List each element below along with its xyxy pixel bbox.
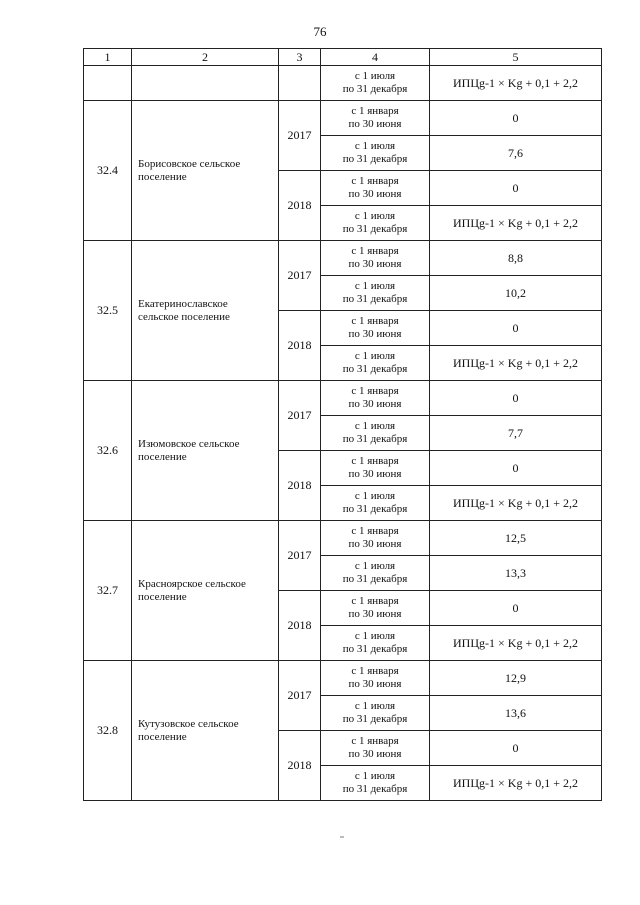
- year-cell: 2018: [279, 171, 321, 241]
- value-cell: 12,5: [430, 521, 602, 556]
- table-body: [84, 49, 602, 801]
- table-row: [84, 381, 602, 416]
- empty-cell: [84, 66, 132, 101]
- period-end: по 31 декабря: [342, 293, 408, 305]
- value-cell: 8,8: [430, 241, 602, 276]
- period-cell: [321, 311, 430, 346]
- period-start: с 1 января: [351, 315, 399, 327]
- settlement-name-line: Борисовское сельское: [138, 157, 241, 170]
- period-start: с 1 июля: [354, 350, 396, 362]
- value-cell: ИПЦg-1 × Kg + 0,1 + 2,2: [430, 626, 602, 661]
- settlement-name-line: Изюмовское сельское: [138, 437, 240, 450]
- period-end: по 30 июня: [348, 258, 402, 270]
- value-cell: ИПЦg-1 × Kg + 0,1 + 2,2: [430, 766, 602, 801]
- period-start: с 1 января: [351, 665, 399, 677]
- period-end: по 31 декабря: [342, 643, 408, 655]
- year-cell: 2018: [279, 591, 321, 661]
- item-number: 32.6: [84, 381, 132, 521]
- period-end: по 30 июня: [348, 328, 402, 340]
- period-start: с 1 января: [351, 735, 399, 747]
- value-cell: ИПЦg-1 × Kg + 0,1 + 2,2: [430, 486, 602, 521]
- period-start: с 1 января: [351, 595, 399, 607]
- period-end: по 30 июня: [348, 748, 402, 760]
- period-start: с 1 января: [351, 455, 399, 467]
- empty-cell: [132, 66, 279, 101]
- value-cell: ИПЦg-1 × Kg + 0,1 + 2,2: [430, 346, 602, 381]
- period-end: по 31 декабря: [342, 503, 408, 515]
- period-start: с 1 января: [351, 175, 399, 187]
- settlement-name-line: поселение: [138, 450, 187, 463]
- value-cell: 0: [430, 731, 602, 766]
- column-header: 1: [84, 49, 132, 66]
- year-cell: 2017: [279, 381, 321, 451]
- settlement-name-line: сельское поселение: [138, 310, 230, 323]
- period-end: по 31 декабря: [342, 153, 408, 165]
- period-start: с 1 января: [351, 385, 399, 397]
- period-start: с 1 июля: [354, 630, 396, 642]
- year-cell: 2017: [279, 521, 321, 591]
- period-end: по 31 декабря: [342, 433, 408, 445]
- period-end: по 30 июня: [348, 398, 402, 410]
- period-end: по 30 июня: [348, 678, 402, 690]
- period-start: с 1 июля: [354, 700, 396, 712]
- period-cell: [321, 451, 430, 486]
- period-end: по 31 декабря: [342, 223, 408, 235]
- settlement-name: [132, 241, 279, 381]
- period-cell: [321, 381, 430, 416]
- period-cell: [321, 626, 430, 661]
- period-cell: [321, 731, 430, 766]
- period-cell: [321, 276, 430, 311]
- period-start: с 1 января: [351, 525, 399, 537]
- year-cell: 2017: [279, 101, 321, 171]
- year-cell: 2017: [279, 661, 321, 731]
- column-header: 2: [132, 49, 279, 66]
- period-start: с 1 июля: [354, 210, 396, 222]
- settlement-name-line: Кутузовское сельское: [138, 717, 239, 730]
- period-end: по 31 декабря: [342, 363, 408, 375]
- period-end: по 30 июня: [348, 118, 402, 130]
- period-end: по 30 июня: [348, 188, 402, 200]
- value-cell: 0: [430, 311, 602, 346]
- period-start: с 1 января: [351, 245, 399, 257]
- value-cell: 12,9: [430, 661, 602, 696]
- period-cell: [321, 136, 430, 171]
- period-end: по 31 декабря: [342, 573, 408, 585]
- header-row: [84, 49, 602, 66]
- period-end: по 30 июня: [348, 538, 402, 550]
- table-row: [84, 521, 602, 556]
- settlement-name-line: поселение: [138, 170, 187, 183]
- period-cell: [321, 556, 430, 591]
- period-end: по 30 июня: [348, 468, 402, 480]
- value-cell: 7,6: [430, 136, 602, 171]
- period-cell: [321, 241, 430, 276]
- table-row: [84, 661, 602, 696]
- year-cell: 2017: [279, 241, 321, 311]
- period-end: по 31 декабря: [342, 783, 408, 795]
- value-cell: ИПЦg-1 × Kg + 0,1 + 2,2: [430, 206, 602, 241]
- value-cell: 0: [430, 171, 602, 206]
- value-cell: 13,3: [430, 556, 602, 591]
- period-cell: [321, 766, 430, 801]
- period-cell: [321, 346, 430, 381]
- table-row: [84, 241, 602, 276]
- settlement-name: [132, 101, 279, 241]
- column-header: 5: [430, 49, 602, 66]
- value-cell: 0: [430, 101, 602, 136]
- item-number: 32.5: [84, 241, 132, 381]
- empty-cell: [279, 66, 321, 101]
- period-end: по 30 июня: [348, 608, 402, 620]
- period-cell: [321, 696, 430, 731]
- page-number: 76: [313, 24, 327, 39]
- scan-speck: [340, 836, 344, 838]
- table-row: [84, 101, 602, 136]
- period-start: с 1 июля: [354, 70, 396, 82]
- year-cell: 2018: [279, 451, 321, 521]
- value-cell: 0: [430, 591, 602, 626]
- item-number: 32.7: [84, 521, 132, 661]
- year-cell: 2018: [279, 731, 321, 801]
- settlement-name: [132, 661, 279, 801]
- item-number: 32.4: [84, 101, 132, 241]
- period-cell: [321, 416, 430, 451]
- period-cell: [321, 591, 430, 626]
- period-start: с 1 июля: [354, 140, 396, 152]
- period-start: с 1 июля: [354, 420, 396, 432]
- period-cell: [321, 661, 430, 696]
- item-number: 32.8: [84, 661, 132, 801]
- value-cell: 7,7: [430, 416, 602, 451]
- settlement-name-line: поселение: [138, 590, 187, 603]
- value-cell: 0: [430, 381, 602, 416]
- settlement-name-line: поселение: [138, 730, 187, 743]
- column-header: 4: [321, 49, 430, 66]
- value-cell: ИПЦg-1 × Kg + 0,1 + 2,2: [430, 66, 602, 101]
- period-cell: [321, 521, 430, 556]
- settlement-name: [132, 381, 279, 521]
- period-end: по 31 декабря: [342, 83, 408, 95]
- period-start: с 1 июля: [354, 770, 396, 782]
- period-start: с 1 июля: [354, 490, 396, 502]
- column-header: 3: [279, 49, 321, 66]
- year-cell: 2018: [279, 311, 321, 381]
- period-end: по 31 декабря: [342, 713, 408, 725]
- settlement-name-line: Екатеринославское: [138, 297, 228, 310]
- settlement-name-line: Красноярское сельское: [138, 577, 246, 590]
- period-cell: [321, 206, 430, 241]
- period-cell: [321, 101, 430, 136]
- table-row: [84, 66, 602, 101]
- period-cell: [321, 486, 430, 521]
- value-cell: 13,6: [430, 696, 602, 731]
- period-start: с 1 июля: [354, 280, 396, 292]
- period-cell: [321, 66, 430, 101]
- period-cell: [321, 171, 430, 206]
- value-cell: 0: [430, 451, 602, 486]
- settlement-name: [132, 521, 279, 661]
- period-start: с 1 января: [351, 105, 399, 117]
- period-start: с 1 июля: [354, 560, 396, 572]
- tariff-table: [83, 48, 602, 801]
- value-cell: 10,2: [430, 276, 602, 311]
